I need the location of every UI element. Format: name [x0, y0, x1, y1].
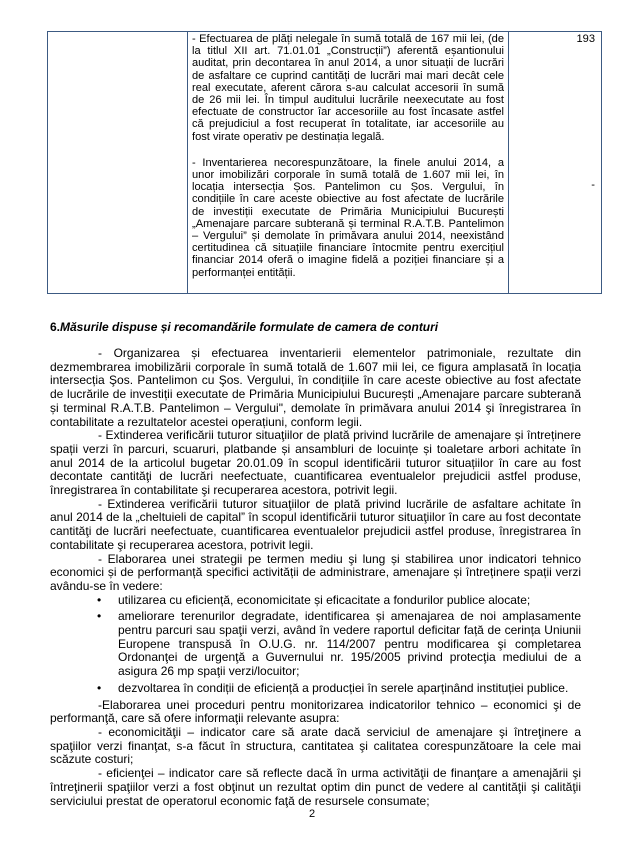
- finding-value: -: [591, 179, 595, 192]
- bullet-list: [50, 594, 581, 696]
- recommendation-paragraph: - economicităţii – indicator care să arate dacă serviciul de amenajare şi întreţinere a spaţiilor verzi finanţat, s-a făcut în structura, cantitatea şi calitatea corespunzătoare la cele mai scăzute costuri;: [50, 724, 581, 767]
- bullet-icon: •: [97, 592, 102, 607]
- recommendation-paragraph: - Extinderea verificării tuturor situaţiilor de plată privind lucrările de amenajare și întreținere spații verzi în parcuri, scuaruri, platbande și ansambluri de locuințe și toaletare arbori achitate în anul 2014 de la articolul bugetar 20.01.09 în scopul identificării tuturor situațiilor în care au fost decontate cantităţi de lucrări neefectuate, cuantificarea eventualelor prejudicii astfel produse, înregistrarea în contabilitate şi recuperarea acestora, potrivit legii.: [50, 428, 581, 498]
- table-cell-findings: [188, 32, 509, 294]
- list-item-text: utilizarea cu eficiență, economicitate și eficacitate a fondurilor publice alocate;: [118, 592, 531, 607]
- section-heading: [50, 320, 438, 334]
- bullet-icon: •: [97, 680, 102, 695]
- recommendation-paragraph: - Elaborarea unei strategii pe termen mediu şi lung și stabilirea unor indicatori tehnico economici și de performanță specifici activității de administrare, amenajare și întreținere spații verzi avându-se în vedere:: [50, 551, 581, 593]
- table-row: [48, 32, 602, 294]
- finding-paragraph: - Inventarierea necorespunzătoare, la finele anului 2014, a unor imobilizări corporale în sumă totală de 1.607 mii lei, în locația intersecția Șos. Pantelimon cu Șos. Vergului, în condițiile în care aceste obiective au fost afectate de lucrările de investiții executate de Primăria Municipiului București „Amenajare parcare subterană și terminal R.A.T.B. Pantelimon – Vergului” și demolate în primăvara anului 2014, neexistând certitudinea că situațiile financiare întocmite pentru exercițiul financiar 2014 oferă o imagine fidelă a poziției financiare și a performanței entității.: [192, 156, 504, 279]
- list-item-text: dezvoltarea în condiții de eficiență a producției în serele aparținând instituției publice.: [118, 680, 569, 695]
- finding-value: 193: [576, 33, 595, 45]
- list-item-text: ameliorare terenurilor degradate, identificarea și amenajarea de noi amplasamente pentru parcuri sau spaţii verzi, având în vedere raportul deficitar față de cerința Uniunii Europene transpusă în O.U.G. nr. 114/2007 pentru modificarea şi completarea Ordonanţei de urgenţă a Guvernului nr. 195/2005 privind protecţia mediului de a asigura 26 mp spaţii verzi/locuitor;: [118, 609, 581, 679]
- finding-paragraph: - Efectuarea de plăți nelegale în sumă totală de 167 mii lei, (de la titlul XII art. 71.01.01 „Construcții”) aferentă eșantionului auditat, prin decontarea în anul 2014, a unor situații de lucrări de asfaltare ce cuprind cantități de lucrări mai mari decât cele real executate, aferent cărora s-au calculat accesorii în sumă de 26 mii lei. În timpul auditului lucrările neexecutate au fost efectuate de constructor îar accesoriile au fost încasate astfel că prejudiciul a fost recuperat în totalitate, iar accesoriile au fost virate operativ pe destinația legală.: [192, 33, 504, 143]
- bullet-icon: •: [97, 609, 102, 624]
- recommendation-paragraph: - Extinderea verificării tuturor situaţiilor de plată privind lucrările de asfaltare achitate în anul 2014 de la „cheltuieli de capital” în scopul identificării tuturor situaţiilor în care au fost decontate cantităţi de lucrări neefectuate, cuantificarea eventualelor prejudicii astfel produse, înregistrarea în contabilitate şi recuperarea acestora, potrivit legii.: [50, 496, 581, 552]
- page-number: 2: [308, 808, 316, 820]
- section-body: [50, 347, 581, 808]
- recommendation-paragraph: -Elaborarea unei proceduri pentru monitorizarea indicatorilor tehnico – economici şi de performanţă, care să ofere informaţii relevante asupra:: [50, 697, 581, 726]
- findings-table: [47, 31, 602, 294]
- table-cell-values: [509, 32, 602, 294]
- recommendation-paragraph: - Organizarea și efectuarea inventarierii elementelor patrimoniale, rezultate din dezmembrarea imobilizării corporale în sumă totală de 1.607 mii lei, ce figura amplasată în locația intersecția Şos. Pantelimon cu Şos. Vergului, în condițiile în care aceste obiective au fost afectate de lucrările de investiții executate de Primăria Municipiului București „Amenajare parcare subterană și terminal R.A.T.B. Pantelimon – Vergului", demolate în primăvara anului 2014 şi înregistrarea în contabilitate a rezultatelor acestei operațiuni, conform legii.: [50, 346, 581, 429]
- table-cell-empty: [48, 32, 188, 294]
- list-item: [97, 610, 581, 679]
- section-number: 6.: [50, 320, 61, 334]
- recommendation-paragraph: - eficienţei – indicator care să reflecte dacă în urma activităţii de finanţare a amenajării şi întreţinerii spaţiilor verzi a fost obţinut un rezultat optim din punct de vedere al cantităţii şi calităţii serviciului prestat de operatorul economic faţă de resursele consumate;: [50, 766, 581, 808]
- section-title: Măsurile dispuse și recomandările formulate de camera de conturi: [60, 320, 439, 334]
- list-item: [97, 682, 581, 696]
- list-item: [97, 594, 581, 608]
